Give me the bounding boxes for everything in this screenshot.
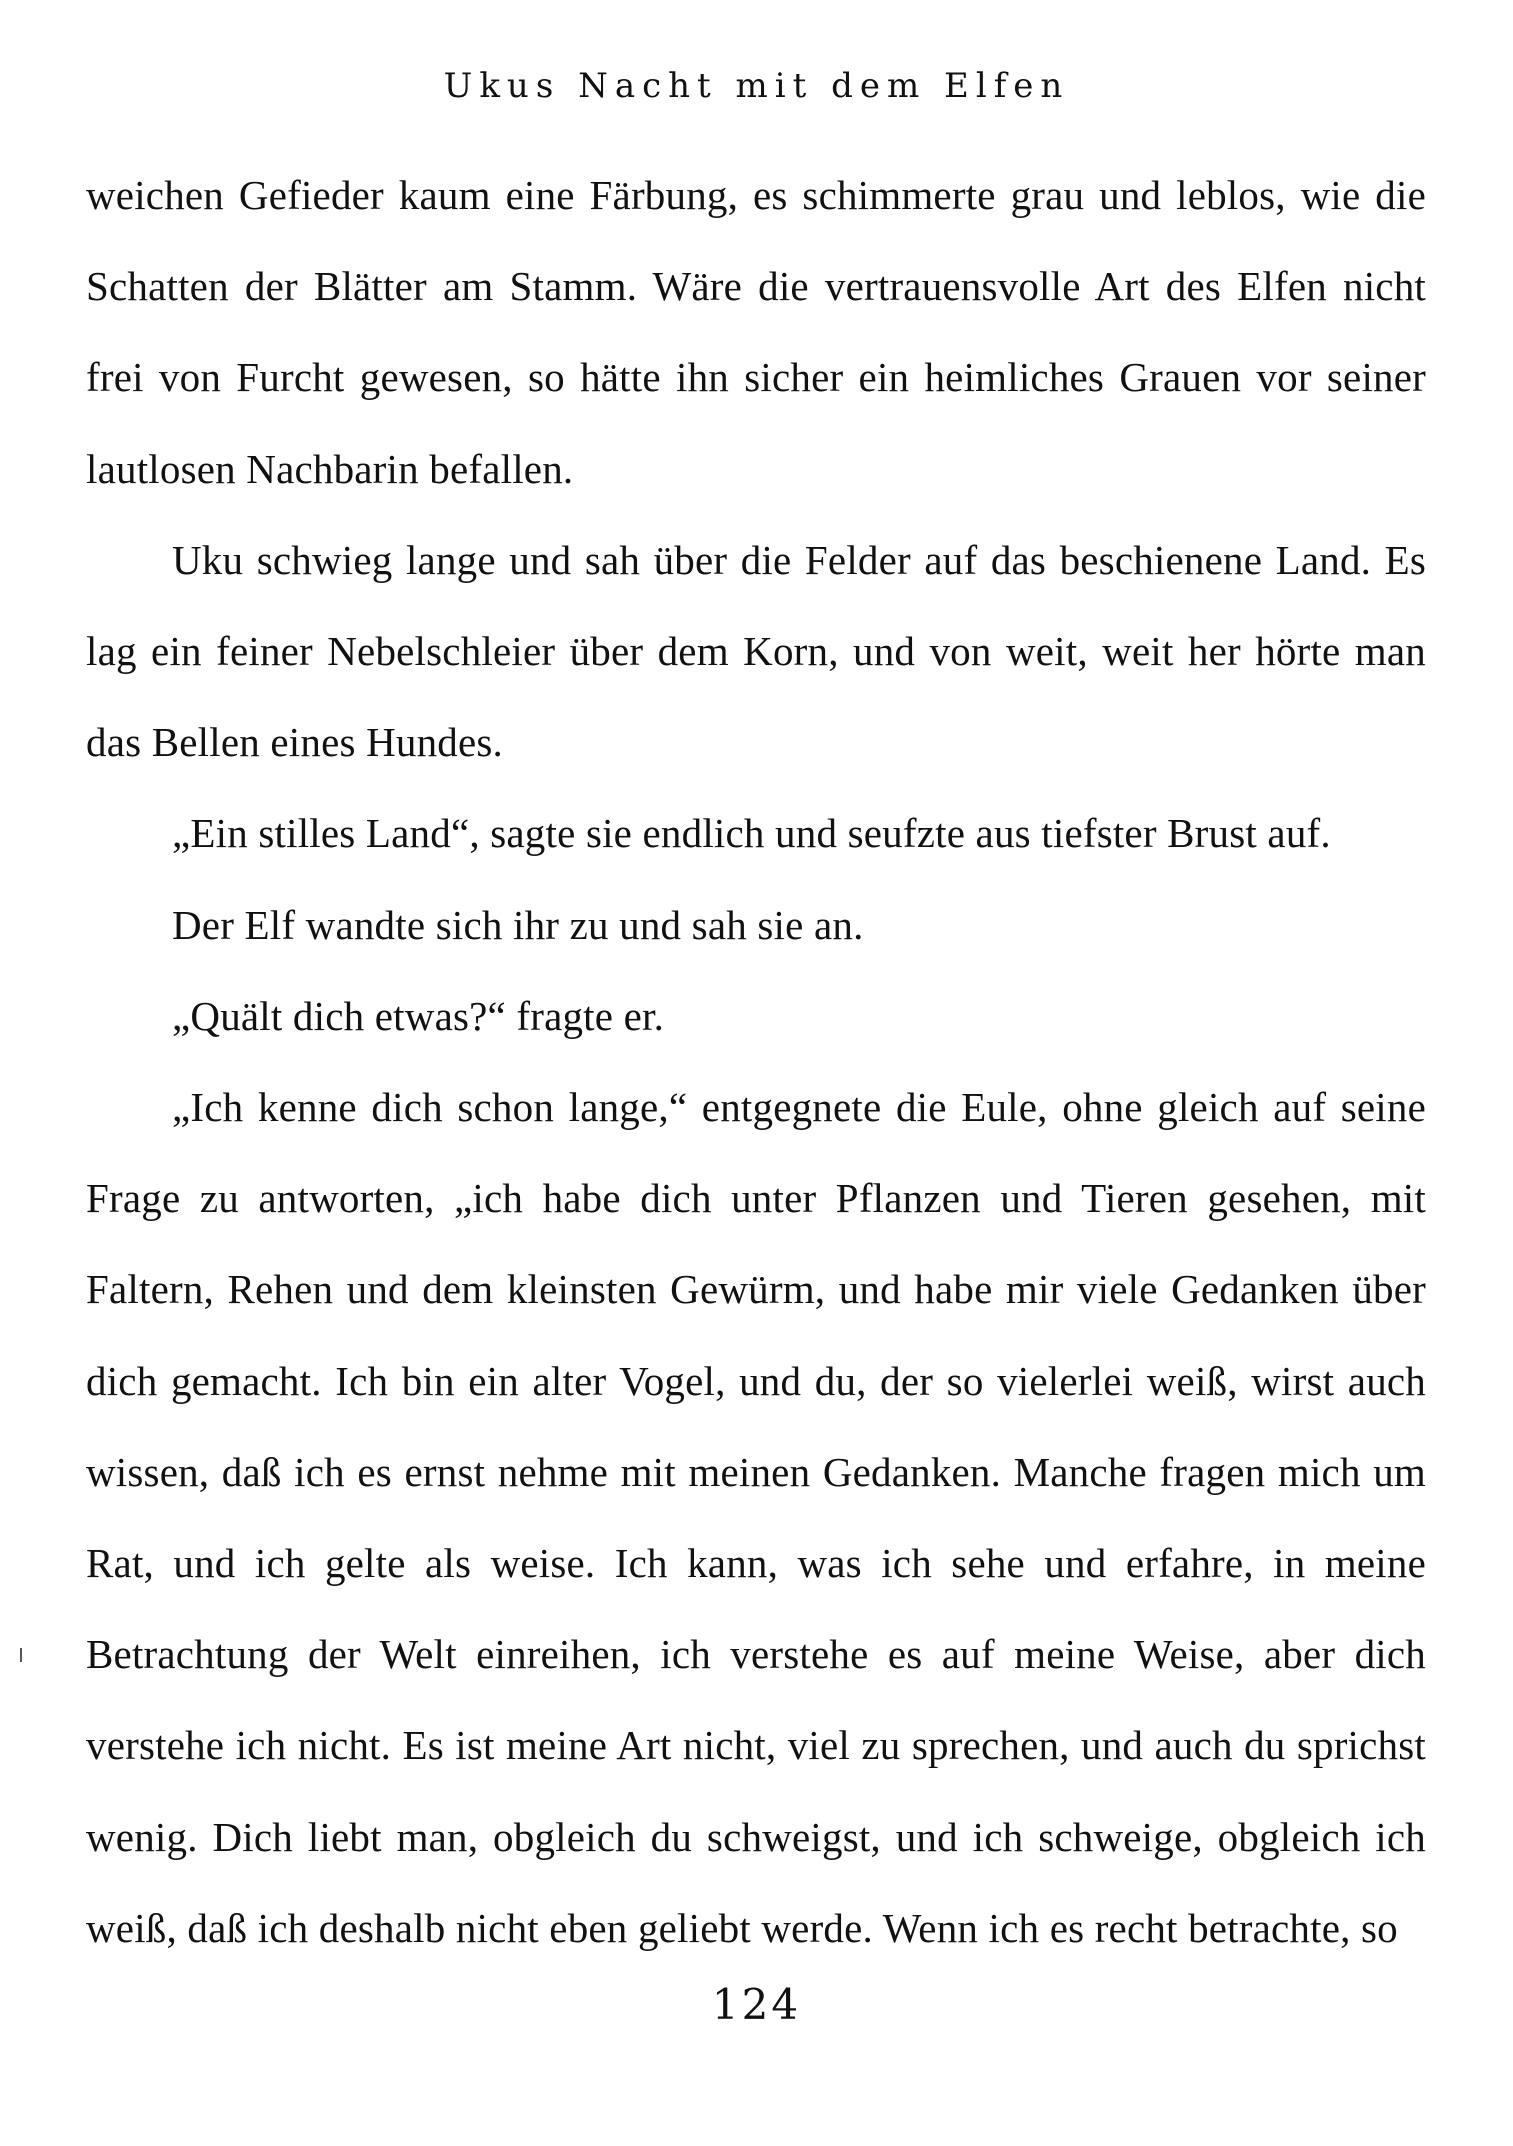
page-number: 124 — [711, 1980, 802, 2029]
paragraph-ich-kenne-dich: „Ich kenne dich schon lange,“ entgegnete die Eule, ohne gleich auf seine Frage zu antworten, „ich habe dich unter Pflanzen und Tieren gesehen, mit Faltern, Rehen und dem kleinsten Gewürm, und habe mir viele Gedanken über dich gemacht. Ich bin ein alter Vogel, und du, der so vielerlei weiß, wirst auch wissen, daß ich es ernst nehme mit meinen Gedanken. Manche fragen mich um Rat, und ich gelte als weise. Ich kann, was ich sehe und erfahre, in meine Betrachtung der Welt einreihen, ich verstehe es auf meine Weise, aber dich verstehe ich nicht. Es ist meine Art nicht, viel zu sprechen, und auch du sprichst wenig. Dich liebt man, obgleich du schweigst, und ich schweige, obgleich ich weiß, daß ich deshalb nicht eben geliebt werde. Wenn ich es recht betrachte, so — [86, 1084, 1426, 1951]
paragraph-quaelt-dich: „Quält dich etwas?“ fragte er. — [172, 992, 665, 1039]
body-text — [86, 150, 1426, 1974]
paragraph-continuation: weichen Gefieder kaum eine Färbung, es schimmerte grau und leblos, wie die Schatten der Blätter am Stamm. Wäre die vertrauensvolle Art des Elfen nicht frei von Furcht gewesen, so hätte ihn sicher ein heimliches Grauen vor seiner lautlosen Nachbarin befallen. — [86, 172, 1426, 492]
paragraph-stilles-land: „Ein stilles Land“, sagte sie endlich und seufzte aus tiefster Brust auf. — [172, 810, 1331, 857]
running-head: Ukus Nacht mit dem Elfen — [443, 66, 1070, 106]
print-speck-mark — [20, 1648, 22, 1662]
paragraph-uku-schwieg: Uku schwieg lange und sah über die Felder auf das beschienene Land. Es lag ein feiner Nebelschleier über dem Korn, und von weit, weit her hörte man das Bellen eines Hundes. — [86, 536, 1426, 766]
paragraph-elf-wandte: Der Elf wandte sich ihr zu und sah sie an. — [172, 901, 864, 948]
